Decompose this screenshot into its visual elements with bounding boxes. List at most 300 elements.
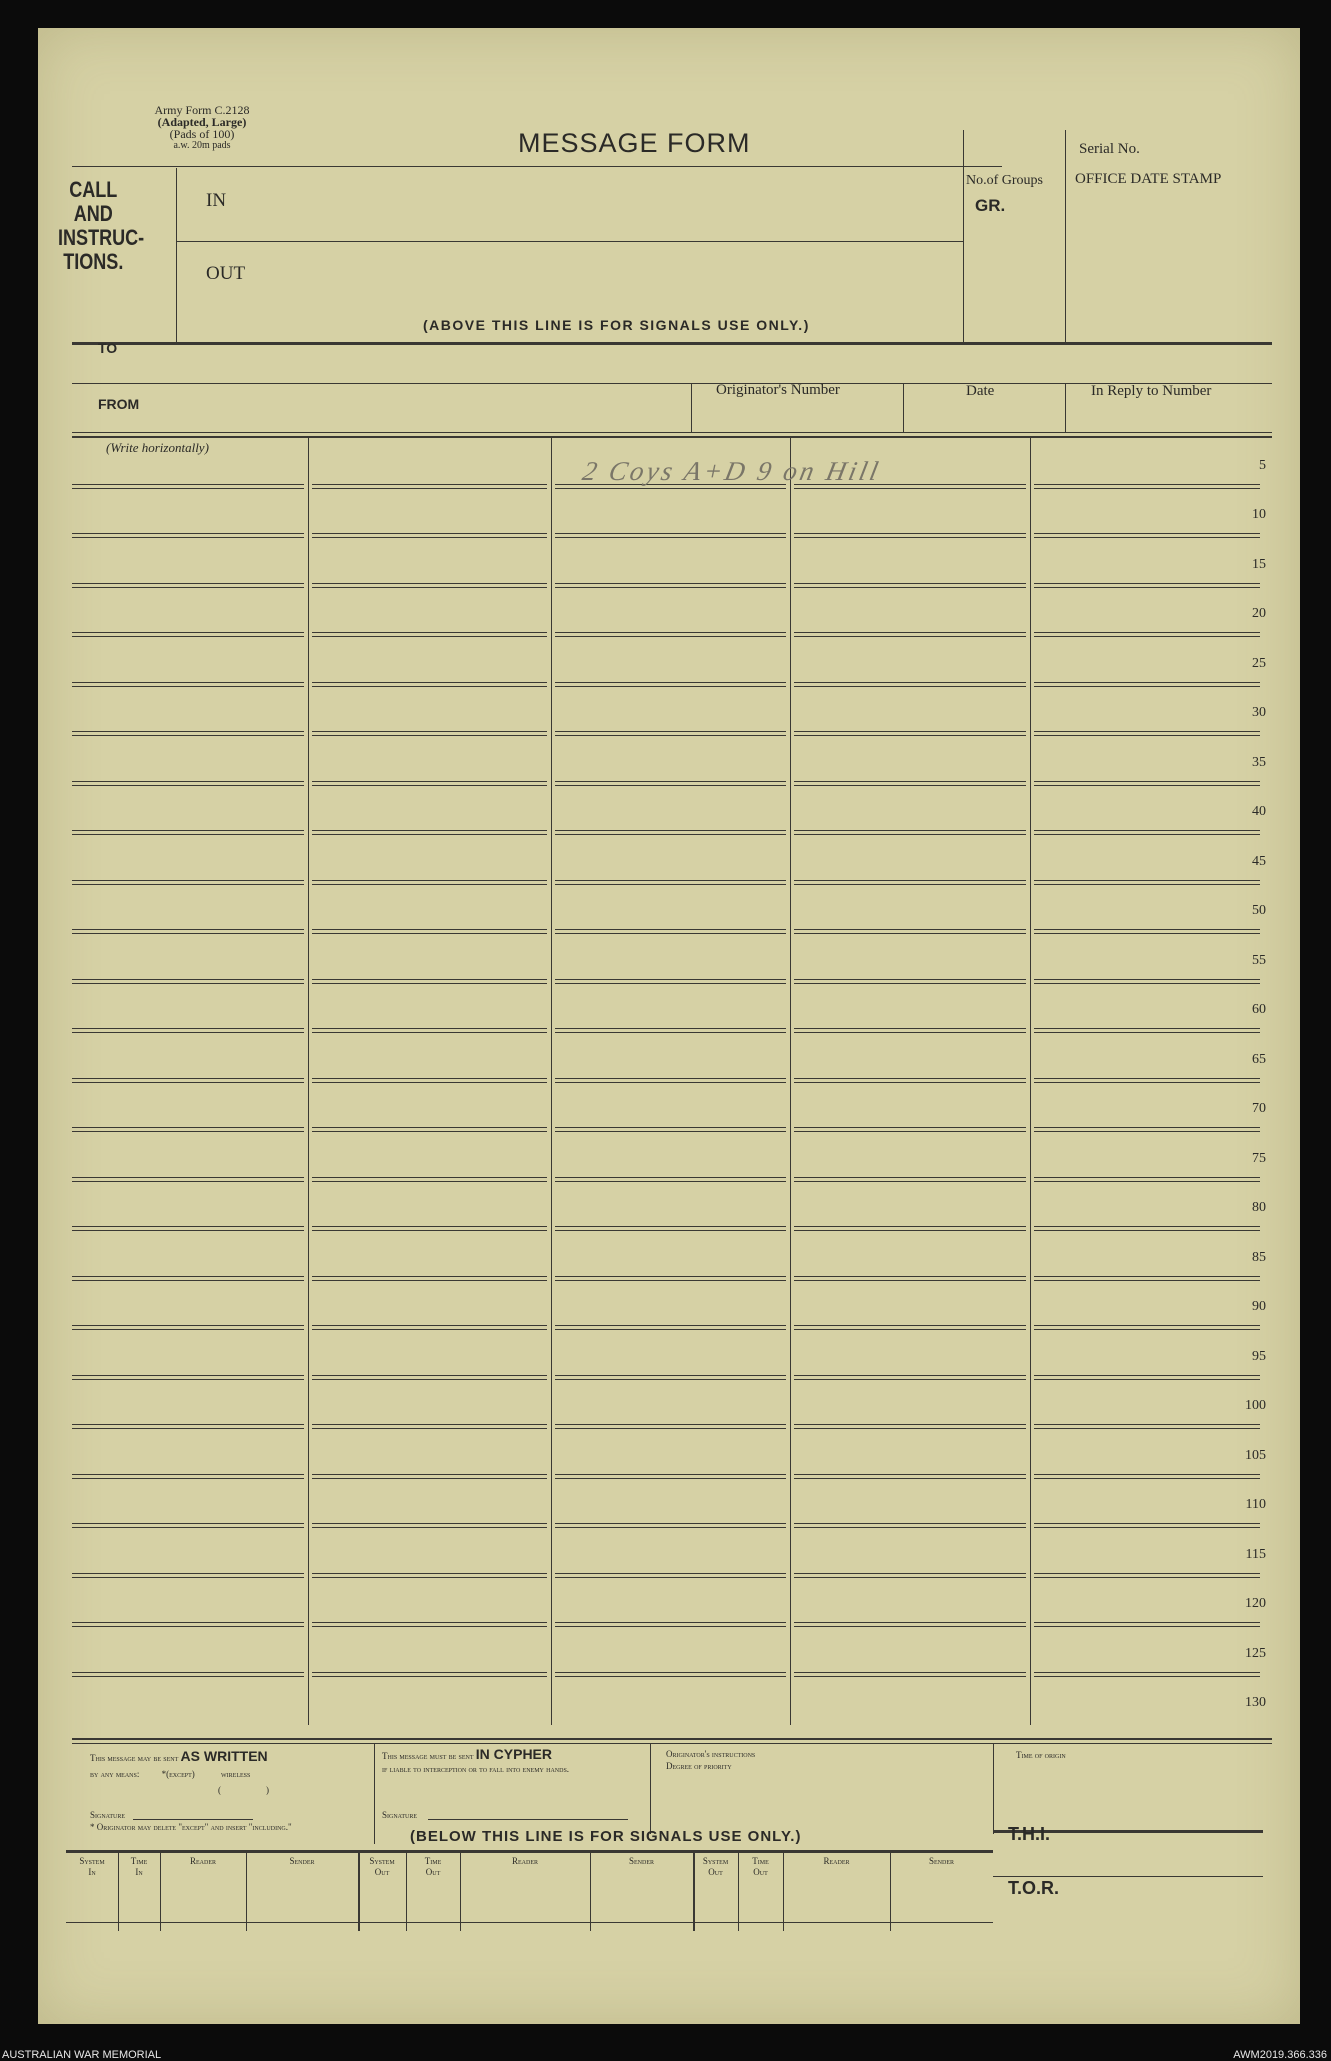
grid-row-line xyxy=(794,1626,1026,1627)
grid-row-line xyxy=(794,682,1026,683)
grid-row-line xyxy=(794,1181,1026,1182)
signals-column-label: Sender xyxy=(628,1856,654,1866)
from-label: FROM xyxy=(98,396,140,412)
grid-row-line xyxy=(72,1181,304,1182)
grid-row-line xyxy=(72,735,304,736)
grid-row-line xyxy=(72,1230,304,1231)
grid-row-line xyxy=(1034,533,1260,534)
grid-row-line xyxy=(72,1676,304,1677)
grid-row-line xyxy=(312,834,547,835)
grid-row-line xyxy=(312,735,547,736)
grid-row-line xyxy=(794,830,1026,831)
serial-no-label: Serial No. xyxy=(1079,141,1140,157)
caption-left: AUSTRALIAN WAR MEMORIAL xyxy=(2,2049,162,2061)
grid-row-line xyxy=(312,933,547,934)
as-written-block xyxy=(90,1748,400,1798)
grid-row-line xyxy=(312,1626,547,1627)
line-number: 125 xyxy=(1245,1645,1266,1661)
line-number: 130 xyxy=(1245,1695,1266,1710)
grid-row-line xyxy=(72,1082,304,1083)
grid-row-line xyxy=(72,1474,304,1475)
cypher-text-b: if liable to interception or to fall into enemy hands. xyxy=(382,1764,570,1774)
grid-row-line xyxy=(72,682,304,683)
grid-row-line xyxy=(1034,1375,1260,1376)
grid-row-line xyxy=(555,880,786,881)
grid-row-line xyxy=(794,1082,1026,1083)
grid-row-line xyxy=(312,1329,547,1330)
line-number: 35 xyxy=(1252,754,1266,770)
grid-row-line xyxy=(555,1131,786,1132)
tor-label: T.O.R. xyxy=(1008,1878,1060,1898)
grid-row-line xyxy=(1034,636,1260,637)
grid-row-line xyxy=(555,1329,786,1330)
cypher-bold: IN CYPHER xyxy=(475,1746,552,1762)
grid-row-line xyxy=(312,537,547,538)
grid-row-line xyxy=(794,1226,1026,1227)
grid-row-line xyxy=(555,785,786,786)
line-number: 60 xyxy=(1252,1002,1266,1017)
grid-row-line xyxy=(555,1177,786,1178)
grid-row-line xyxy=(1034,1424,1260,1425)
grid-row-line xyxy=(555,632,786,633)
call-line: CALL xyxy=(69,177,118,202)
army-form-adapted: (Adapted, Large) xyxy=(157,115,247,129)
grid-row-line xyxy=(555,1424,786,1425)
form-title: MESSAGE FORM xyxy=(518,128,751,158)
call-and-instructions xyxy=(58,177,145,274)
signals-column-label: Time xyxy=(130,1856,148,1866)
line-number: 20 xyxy=(1252,606,1266,621)
grid-row-line xyxy=(1034,1177,1260,1178)
grid-row-line xyxy=(555,583,786,584)
grid-row-line xyxy=(555,983,786,984)
grid-row-line xyxy=(1034,1676,1260,1677)
grid-row-line xyxy=(1034,979,1260,980)
grid-row-line xyxy=(1034,1276,1260,1277)
grid-row-line xyxy=(794,1078,1026,1079)
grid-row-line xyxy=(555,1230,786,1231)
grid-row-line xyxy=(794,1474,1026,1475)
army-form-label xyxy=(132,104,272,152)
signals-column-header xyxy=(460,1856,590,1867)
grid-row-line xyxy=(72,484,304,485)
grid-row-line xyxy=(555,1280,786,1281)
grid-row-line xyxy=(72,1127,304,1128)
grid-row-line xyxy=(72,1325,304,1326)
grid-row-line xyxy=(794,533,1026,534)
grid-row-line xyxy=(312,781,547,782)
grid-row-line xyxy=(1034,830,1260,831)
grid-row-line xyxy=(794,488,1026,489)
grid-row-line xyxy=(1034,1478,1260,1479)
grid-row-line xyxy=(312,731,547,732)
grid-row-line xyxy=(72,488,304,489)
tions-line: TIONS. xyxy=(63,249,124,274)
line-number: 5 xyxy=(1259,457,1266,473)
grid-row-line xyxy=(1034,884,1260,885)
grid-column-divider xyxy=(551,438,552,1725)
in-reply-label: In Reply to Number xyxy=(1091,383,1212,399)
grid-row-line xyxy=(72,1478,304,1479)
grid-row-line xyxy=(1034,1577,1260,1578)
grid-row-line xyxy=(1034,1622,1260,1623)
grid-row-line xyxy=(72,1329,304,1330)
grid-row-line xyxy=(312,1573,547,1574)
grid-row-line xyxy=(72,533,304,534)
grid-row-line xyxy=(555,488,786,489)
grid-row-line xyxy=(72,933,304,934)
grid-row-line xyxy=(1034,1527,1260,1528)
grid-row-line xyxy=(794,1428,1026,1429)
grid-row-line xyxy=(72,636,304,637)
signals-column-header xyxy=(783,1856,890,1867)
grid-row-line xyxy=(555,1181,786,1182)
grid-row-line xyxy=(312,1375,547,1376)
grid-row-line xyxy=(72,1028,304,1029)
degree-of-priority: Degree of priority xyxy=(666,1761,732,1771)
grid-row-line xyxy=(555,1276,786,1277)
grid-row-line xyxy=(555,636,786,637)
grid-row-line xyxy=(72,587,304,588)
grid-row-line xyxy=(1034,735,1260,736)
grid-row-line xyxy=(555,1676,786,1677)
line-number: 105 xyxy=(1245,1447,1266,1463)
grid-row-line xyxy=(555,1622,786,1623)
grid-row-line xyxy=(794,1478,1026,1479)
signature-label-1: Signature xyxy=(90,1810,126,1820)
grid-row-line xyxy=(794,731,1026,732)
grid-row-line xyxy=(72,1276,304,1277)
grid-row-line xyxy=(1034,731,1260,732)
out-field[interactable] xyxy=(258,250,958,305)
grid-row-line xyxy=(794,880,1026,881)
in-label: IN xyxy=(206,190,227,211)
grid-row-line xyxy=(794,1032,1026,1033)
grid-row-line xyxy=(555,1082,786,1083)
grid-row-line xyxy=(555,1226,786,1227)
grid-row-line xyxy=(1034,1181,1260,1182)
grid-row-line xyxy=(1034,1329,1260,1330)
grid-row-line xyxy=(1034,1523,1260,1524)
grid-row-line xyxy=(72,834,304,835)
grid-row-line xyxy=(1034,785,1260,786)
grid-row-line xyxy=(312,1032,547,1033)
grid-row-line xyxy=(555,587,786,588)
grid-row-line xyxy=(1034,983,1260,984)
grid-row-line xyxy=(72,1573,304,1574)
grid-row-line xyxy=(794,1276,1026,1277)
thi-label: T.H.I. xyxy=(1008,1824,1051,1844)
grid-row-line xyxy=(555,1428,786,1429)
grid-row-line xyxy=(72,1177,304,1178)
grid-row-line xyxy=(312,1230,547,1231)
grid-row-line xyxy=(72,1032,304,1033)
line-number: 55 xyxy=(1252,952,1266,968)
grid-row-line xyxy=(312,1177,547,1178)
cypher-text-a: This message must be sent xyxy=(382,1751,474,1761)
grid-row-line xyxy=(72,1424,304,1425)
grid-row-line xyxy=(312,1078,547,1079)
grid-row-line xyxy=(555,1626,786,1627)
grid-row-line xyxy=(794,1622,1026,1623)
grid-row-line xyxy=(312,1622,547,1623)
grid-row-line xyxy=(312,533,547,534)
grid-row-line xyxy=(1034,686,1260,687)
grid-row-line xyxy=(794,979,1026,980)
originator-note: * Originator may delete "except" and insert "including." xyxy=(90,1822,292,1832)
line-number: 115 xyxy=(1245,1546,1266,1562)
grid-row-line xyxy=(1034,1230,1260,1231)
grid-row-line xyxy=(555,1325,786,1326)
date-label: Date xyxy=(966,383,995,399)
grid-row-line xyxy=(312,1276,547,1277)
signals-column-sublabel: Out xyxy=(753,1867,768,1877)
signals-column-sublabel: Out xyxy=(425,1867,441,1877)
signals-column-header xyxy=(590,1856,693,1867)
grid-row-line xyxy=(1034,1131,1260,1132)
army-form-pads: (Pads of 100) xyxy=(169,127,235,141)
grid-row-line xyxy=(555,834,786,835)
signals-column-label: Time xyxy=(752,1856,769,1866)
grid-row-line xyxy=(312,1082,547,1083)
grid-row-line xyxy=(555,1478,786,1479)
line-number: 45 xyxy=(1252,853,1266,869)
grid-row-line xyxy=(794,983,1026,984)
grid-row-line xyxy=(1034,583,1260,584)
grid-row-line xyxy=(312,1028,547,1029)
signals-column-header xyxy=(693,1856,738,1878)
grid-row-line xyxy=(312,1127,547,1128)
to-label: TO xyxy=(98,340,118,356)
signals-column-label: Time xyxy=(424,1856,442,1866)
line-number: 65 xyxy=(1252,1051,1266,1067)
signals-column-label: Reader xyxy=(189,1856,216,1866)
grid-row-line xyxy=(794,1379,1026,1380)
grid-row-line xyxy=(1034,1127,1260,1128)
grid-row-line xyxy=(555,1078,786,1079)
signals-column-header xyxy=(358,1856,406,1878)
army-form-print: a.w. 20m pads xyxy=(173,140,231,151)
grid-row-line xyxy=(72,1523,304,1524)
grid-row-line xyxy=(312,1428,547,1429)
above-line-note: (ABOVE THIS LINE IS FOR SIGNALS USE ONLY.) xyxy=(423,317,810,333)
grid-row-line xyxy=(794,1230,1026,1231)
grid-row-line xyxy=(312,1523,547,1524)
grid-row-line xyxy=(555,929,786,930)
grid-row-line xyxy=(555,1573,786,1574)
grid-row-line xyxy=(794,785,1026,786)
grid-row-line xyxy=(794,1028,1026,1029)
grid-row-line xyxy=(72,1280,304,1281)
line-number: 90 xyxy=(1252,1299,1266,1314)
grid-row-line xyxy=(72,1626,304,1627)
grid-row-line xyxy=(72,1672,304,1673)
signals-column-sublabel: Out xyxy=(708,1867,723,1877)
grid-row-line xyxy=(312,484,547,485)
signals-column-sublabel: Out xyxy=(374,1867,390,1877)
line-number: 50 xyxy=(1252,903,1266,918)
grid-row-line xyxy=(794,1325,1026,1326)
handwritten-message: 2 Coys A+D 9 on Hill xyxy=(579,456,884,486)
grid-row-line xyxy=(72,1577,304,1578)
grid-row-line xyxy=(555,830,786,831)
grid-row-line xyxy=(555,682,786,683)
grid-row-line xyxy=(794,1527,1026,1528)
signals-column-label: System xyxy=(369,1856,395,1866)
grid-row-line xyxy=(794,1375,1026,1376)
grid-row-line xyxy=(555,533,786,534)
grid-row-line xyxy=(794,1672,1026,1673)
grid-row-line xyxy=(72,979,304,980)
line-number: 10 xyxy=(1252,507,1266,522)
and-line: AND xyxy=(73,201,113,226)
grid-row-line xyxy=(72,731,304,732)
grid-row-line xyxy=(72,1131,304,1132)
grid-row-line xyxy=(312,785,547,786)
grid-row-line xyxy=(312,682,547,683)
signals-column-header xyxy=(160,1856,246,1867)
except-text: *(except) xyxy=(161,1769,195,1779)
grid-column-divider xyxy=(308,438,309,1725)
grid-row-line xyxy=(794,1424,1026,1425)
signals-column-header xyxy=(406,1856,460,1878)
grid-row-line xyxy=(1034,1672,1260,1673)
grid-row-line xyxy=(794,1127,1026,1128)
grid-row-line xyxy=(794,636,1026,637)
grid-row-line xyxy=(72,1527,304,1528)
write-horizontally-label: (Write horizontally) xyxy=(106,440,209,455)
grid-row-line xyxy=(1034,1626,1260,1627)
signals-column-label: Reader xyxy=(823,1856,850,1866)
signals-column-header xyxy=(66,1856,118,1878)
grid-row-line xyxy=(555,781,786,782)
grid-row-line xyxy=(1034,880,1260,881)
line-number: 95 xyxy=(1252,1348,1266,1364)
to-field[interactable] xyxy=(138,350,1258,384)
signals-column-label: Sender xyxy=(289,1856,315,1866)
grid-row-line xyxy=(794,1131,1026,1132)
no-of-groups-label: No.of Groups xyxy=(966,173,1043,188)
signals-column-header xyxy=(738,1856,783,1878)
line-number: 75 xyxy=(1252,1150,1266,1166)
grid-row-line xyxy=(312,830,547,831)
grid-row-line xyxy=(794,834,1026,835)
grid-row-line xyxy=(312,1672,547,1673)
grid-row-line xyxy=(555,731,786,732)
signals-column-label: Sender xyxy=(928,1856,954,1866)
signals-column-label: System xyxy=(702,1856,729,1866)
grid-row-line xyxy=(555,979,786,980)
from-field[interactable] xyxy=(158,390,678,430)
army-form-number: Army Form C.2128 xyxy=(154,103,250,117)
grid-row-line xyxy=(72,983,304,984)
grid-row-line xyxy=(72,686,304,687)
grid-row-line xyxy=(794,686,1026,687)
grid-row-line xyxy=(72,1379,304,1380)
grid-row-line xyxy=(794,781,1026,782)
grid-row-line xyxy=(312,632,547,633)
grid-row-line xyxy=(1034,1078,1260,1079)
grid-row-line xyxy=(555,933,786,934)
grid-row-line xyxy=(794,1573,1026,1574)
grid-row-line xyxy=(555,1527,786,1528)
grid-row-line xyxy=(312,587,547,588)
grid-row-line xyxy=(312,1325,547,1326)
in-field[interactable] xyxy=(238,178,938,233)
out-label: OUT xyxy=(206,263,246,284)
grid-row-line xyxy=(72,884,304,885)
grid-row-line xyxy=(312,583,547,584)
grid-row-line xyxy=(72,1428,304,1429)
grid-row-line xyxy=(1034,1226,1260,1227)
grid-row-line xyxy=(1034,1325,1260,1326)
grid-row-line xyxy=(72,781,304,782)
grid-row-line xyxy=(312,488,547,489)
line-number: 30 xyxy=(1252,705,1266,720)
grid-column-divider xyxy=(1030,438,1031,1725)
grid-row-line xyxy=(72,632,304,633)
grid-row-line xyxy=(794,1329,1026,1330)
line-number: 80 xyxy=(1252,1200,1266,1215)
grid-row-line xyxy=(1034,834,1260,835)
line-number: 40 xyxy=(1252,804,1266,819)
grid-row-line xyxy=(1034,484,1260,485)
grid-row-line xyxy=(312,880,547,881)
signals-column-sublabel: In xyxy=(88,1867,96,1877)
signature-label-2: Signature xyxy=(382,1810,418,1820)
grid-row-line xyxy=(1034,933,1260,934)
grid-row-line xyxy=(794,1177,1026,1178)
grid-row-line xyxy=(555,1032,786,1033)
grid-row-line xyxy=(1034,632,1260,633)
wireless-text: wireless xyxy=(221,1769,251,1779)
grid-row-line xyxy=(312,1379,547,1380)
instruc-line: INSTRUC- xyxy=(58,225,145,250)
gr-label: GR. xyxy=(975,196,1006,215)
grid-column-divider xyxy=(790,438,791,1725)
grid-row-line xyxy=(794,587,1026,588)
grid-row-line xyxy=(1034,537,1260,538)
grid-row-line xyxy=(794,929,1026,930)
grid-row-line xyxy=(312,884,547,885)
grid-row-line xyxy=(555,1379,786,1380)
grid-row-line xyxy=(555,1375,786,1376)
grid-row-line xyxy=(312,1226,547,1227)
line-number: 100 xyxy=(1245,1398,1266,1413)
line-number: 110 xyxy=(1245,1497,1266,1512)
grid-row-line xyxy=(1034,1280,1260,1281)
grid-row-line xyxy=(72,1078,304,1079)
paren-text: ( ) xyxy=(218,1785,269,1795)
grid-row-line xyxy=(72,1622,304,1623)
grid-row-line xyxy=(312,979,547,980)
grid-row-line xyxy=(312,1478,547,1479)
grid-row-line xyxy=(72,537,304,538)
grid-row-line xyxy=(794,884,1026,885)
grid-row-line xyxy=(555,1127,786,1128)
grid-row-line xyxy=(72,830,304,831)
grid-row-line xyxy=(312,929,547,930)
grid-row-line xyxy=(555,1523,786,1524)
grid-row-line xyxy=(794,1523,1026,1524)
grid-row-line xyxy=(312,636,547,637)
grid-row-line xyxy=(555,1028,786,1029)
grid-row-line xyxy=(312,1474,547,1475)
grid-row-line xyxy=(312,1527,547,1528)
grid-row-line xyxy=(1034,1474,1260,1475)
grid-row-line xyxy=(1034,1573,1260,1574)
grid-row-line xyxy=(72,929,304,930)
